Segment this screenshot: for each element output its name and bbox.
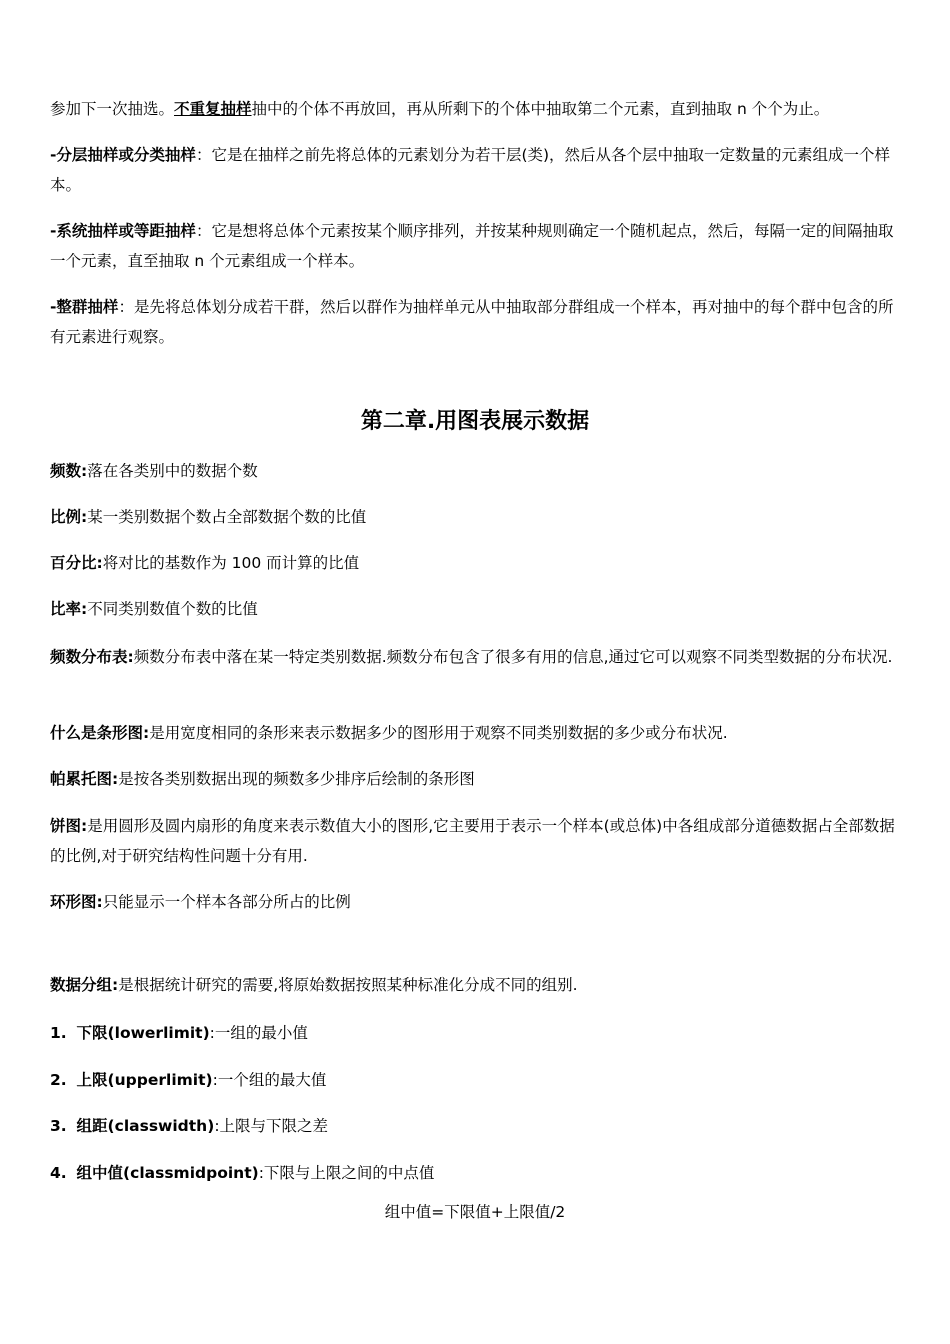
item-number: 3.: [50, 1117, 67, 1135]
term: 组中值(classmidpoint): [76, 1164, 259, 1182]
text: 是用圆形及圆内扇形的角度来表示数值大小的图形,它主要用于表示一个样本(或总体)中各组成部分道德数据占全部数据的比例,对于研究结构性问题十分有用.: [50, 817, 895, 865]
text: :上限与下限之差: [214, 1117, 329, 1135]
formula-midpoint: 组中值=下限值+上限值/2: [384, 1203, 566, 1221]
term: 组距(classwidth): [76, 1117, 215, 1135]
text: ：是先将总体划分成若干群，然后以群作为抽样单元从中抽取部分群组成一个样本，再对抽中的每个群中包含的所有元素进行观察。: [50, 298, 894, 346]
list-item-lower-limit: [50, 1018, 900, 1048]
list-item-upper-limit: [50, 1065, 900, 1095]
term: 下限(lowerlimit): [76, 1024, 210, 1042]
paragraph-cluster-sampling: [50, 292, 900, 352]
definition-pie-chart: [50, 811, 900, 871]
definition-frequency: [50, 456, 900, 486]
definition-frequency-table: [50, 642, 900, 672]
paragraph-systematic-sampling: [50, 216, 900, 276]
term: 上限(upperlimit): [76, 1071, 213, 1089]
term: 帕累托图:: [50, 770, 119, 788]
chapter-title: 第二章.用图表展示数据: [360, 409, 590, 434]
definition-ratio: [50, 594, 900, 624]
term-nonreplacement: 不重复抽样: [174, 100, 252, 118]
paragraph-stratified-sampling: [50, 140, 900, 200]
list-item-class-midpoint: [50, 1158, 900, 1188]
text: :一组的最小值: [209, 1024, 308, 1042]
text: 抽中的个体不再放回，再从所剩下的个体中抽取第二个元素，直到抽取 n 个个为止。: [251, 100, 830, 118]
term: 环形图:: [50, 893, 103, 911]
term-stratified: -分层抽样或分类抽样: [50, 146, 196, 164]
term: 比例:: [50, 508, 88, 526]
item-number: 1.: [50, 1024, 67, 1042]
term: 数据分组:: [50, 976, 119, 994]
definition-ring-chart: [50, 887, 900, 917]
term: 饼图:: [50, 817, 88, 835]
text: 是按各类别数据出现的频数多少排序后绘制的条形图: [118, 770, 475, 788]
text: :一个组的最大值: [212, 1071, 327, 1089]
text: 是根据统计研究的需要,将原始数据按照某种标准化分成不同的组别.: [118, 976, 578, 994]
text: 只能显示一个样本各部分所占的比例: [102, 893, 351, 911]
text: 频数分布表中落在某一特定类别数据.频数分布包含了很多有用的信息,通过它可以观察不同类型数据的分布状况.: [133, 648, 893, 666]
definition-data-grouping: [50, 970, 900, 1000]
term: 频数:: [50, 462, 88, 480]
text: :下限与上限之间的中点值: [258, 1164, 435, 1182]
term: 什么是条形图:: [50, 724, 150, 742]
text: 将对比的基数作为 100 而计算的比值: [102, 554, 360, 572]
list-item-class-width: [50, 1111, 900, 1141]
term-systematic: -系统抽样或等距抽样: [50, 222, 196, 240]
text: 不同类别数值个数的比值: [87, 600, 258, 618]
definition-proportion: [50, 502, 900, 532]
item-number: 2.: [50, 1071, 67, 1089]
definition-bar-chart: [50, 718, 900, 748]
item-number: 4.: [50, 1164, 67, 1182]
definition-pareto-chart: [50, 764, 900, 794]
term: 频数分布表:: [50, 648, 134, 666]
text: 落在各类别中的数据个数: [87, 462, 258, 480]
definition-percentage: [50, 548, 900, 578]
text: ：它是想将总体个元素按某个顺序排列，并按某种规则确定一个随机起点，然后，每隔一定的间隔抽取一个元素，直至抽取 n 个元素组成一个样本。: [50, 222, 894, 270]
text: ：它是在抽样之前先将总体的元素划分为若干层(类)，然后从各个层中抽取一定数量的元素组成一个样本。: [50, 146, 891, 194]
term-cluster: -整群抽样: [50, 298, 119, 316]
paragraph-nonreplacement: [50, 94, 900, 124]
term: 比率:: [50, 600, 88, 618]
text: 是用宽度相同的条形来表示数据多少的图形用于观察不同类别数据的多少或分布状况.: [149, 724, 728, 742]
text: 参加下一次抽选。: [50, 100, 175, 118]
term: 百分比:: [50, 554, 103, 572]
text: 某一类别数据个数占全部数据个数的比值: [87, 508, 367, 526]
